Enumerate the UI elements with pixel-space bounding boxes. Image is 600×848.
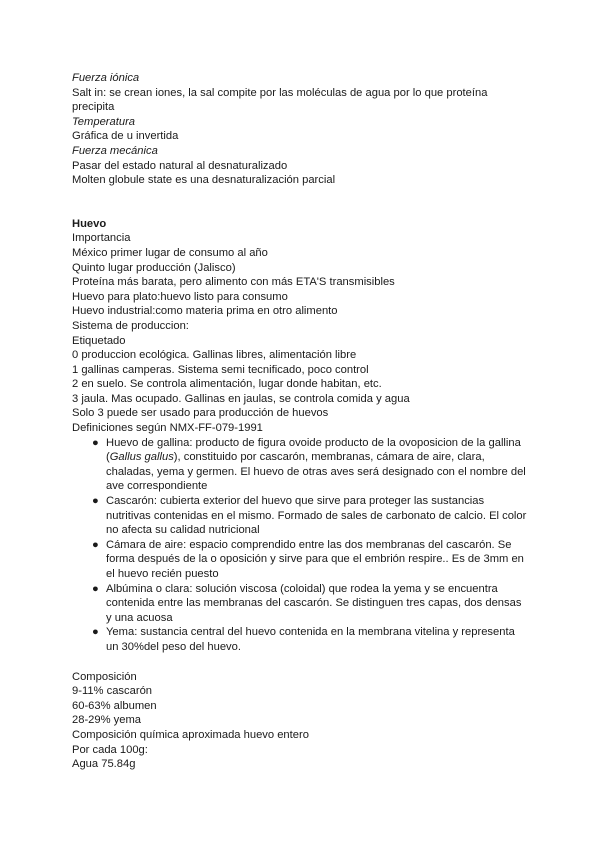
list-item-line: chaladas, yema y germen. El huevo de otras aves será designado con el nombre del	[106, 465, 526, 478]
text-line: Solo 3 puede ser usado para producción de huevos	[72, 407, 329, 420]
definitions-list	[72, 436, 532, 655]
text-line: Composición	[72, 670, 137, 683]
list-item-line: un 30%del peso del huevo.	[106, 640, 241, 653]
text-line: Etiquetado	[72, 334, 126, 347]
bullet-icon: ●	[92, 626, 99, 639]
bullet-icon: ●	[92, 582, 99, 595]
list-item	[94, 494, 532, 538]
text-line: 28-29% yema	[72, 714, 142, 727]
text-line: Importancia	[72, 232, 131, 245]
list-item-line: forma después de la o oposición y sirve para que el embrión respire.. Es de 3mm en	[106, 553, 524, 566]
list-item	[94, 436, 532, 494]
list-item-line: y una acuosa	[106, 611, 173, 624]
section-fuerza	[72, 71, 532, 188]
text-line: Sistema de produccion:	[72, 319, 189, 332]
section-title-huevo: Huevo	[72, 217, 107, 230]
list-item	[94, 582, 532, 626]
species-name: Gallus gallus	[109, 451, 174, 464]
text-line: Composición química aproximada huevo entero	[72, 728, 309, 741]
text-line: Molten globule state es una desnaturalización parcial	[72, 174, 336, 187]
text-line: Agua 75.84g	[72, 758, 136, 771]
list-item-line: Cascarón: cubierta exterior del huevo que sirve para proteger las sustancias	[106, 495, 485, 508]
text-line: 9-11% cascarón	[72, 685, 153, 698]
list-item-line: Albúmina o clara: solución viscosa (coloidal) que rodea la yema y se encuentra	[106, 582, 498, 595]
text-line: 60-63% albumen	[72, 699, 157, 712]
list-item-line: Cámara de aire: espacio comprendido entre las dos membranas del cascarón. Se	[106, 538, 512, 551]
list-item-line: Huevo de gallina: producto de figura ovoide producto de la ovoposicion de la gallina	[106, 436, 521, 449]
text-line: 3 jaula. Mas ocupado. Gallinas en jaulas, se controla comida y agua	[72, 392, 410, 405]
text-line: Pasar del estado natural al desnaturalizado	[72, 159, 288, 172]
text-line: 2 en suelo. Se controla alimentación, lugar donde habitan, etc.	[72, 378, 382, 391]
text-line: Definiciones según NMX-FF-079-1991	[72, 422, 263, 435]
spacer	[72, 188, 532, 217]
list-item-line: contenida entre las membranas del cascarón. Se distinguen tres capas, dos densas	[106, 597, 522, 610]
list-item-line: no afecta su calidad nutricional	[106, 524, 260, 537]
list-item	[94, 538, 532, 582]
subheading-fuerza-ionica: Fuerza iónica	[72, 72, 140, 84]
subheading-fuerza-mecanica: Fuerza mecánica	[72, 144, 158, 157]
section-composicion	[72, 670, 532, 772]
text-line: Quinto lugar producción (Jalisco)	[72, 261, 236, 274]
text-line: Salt in: se crean iones, la sal compite por las moléculas de agua por lo que proteína	[72, 86, 488, 99]
text-line: precipita	[72, 101, 115, 114]
text-line: 1 gallinas camperas. Sistema semi tecnificado, poco control	[72, 363, 369, 376]
list-item-line: ave correspondiente	[106, 480, 208, 493]
section-huevo	[72, 217, 532, 655]
list-item-line: el huevo recién puesto	[106, 568, 219, 580]
subheading-temperatura: Temperatura	[72, 115, 136, 128]
spacer	[72, 655, 532, 670]
text-line: Huevo para plato:huevo listo para consumo	[72, 290, 288, 303]
text-line: Por cada 100g:	[72, 743, 148, 756]
list-item-line: (Gallus gallus), constituido por cascarón, membranas, cámara de aire, clara,	[106, 451, 485, 464]
list-item-line: Yema: sustancia central del huevo contenida en la membrana vitelina y representa	[106, 626, 515, 639]
text-line: México primer lugar de consumo al año	[72, 246, 268, 259]
text-line: Proteína más barata, pero alimento con más ETA'S transmisibles	[72, 276, 395, 289]
bullet-icon: ●	[92, 436, 99, 449]
list-item-line: nutritivas contenidas en el mismo. Formado de sales de carbonato de calcio. El color	[106, 509, 527, 522]
text-line: 0 produccion ecológica. Gallinas libres, alimentación libre	[72, 349, 357, 362]
text-line: Huevo industrial:como materia prima en otro alimento	[72, 305, 338, 318]
bullet-icon: ●	[92, 495, 99, 508]
bullet-icon: ●	[92, 538, 99, 551]
document-content	[72, 71, 532, 772]
text-line: Gráfica de u invertida	[72, 130, 179, 143]
list-item	[94, 625, 532, 654]
